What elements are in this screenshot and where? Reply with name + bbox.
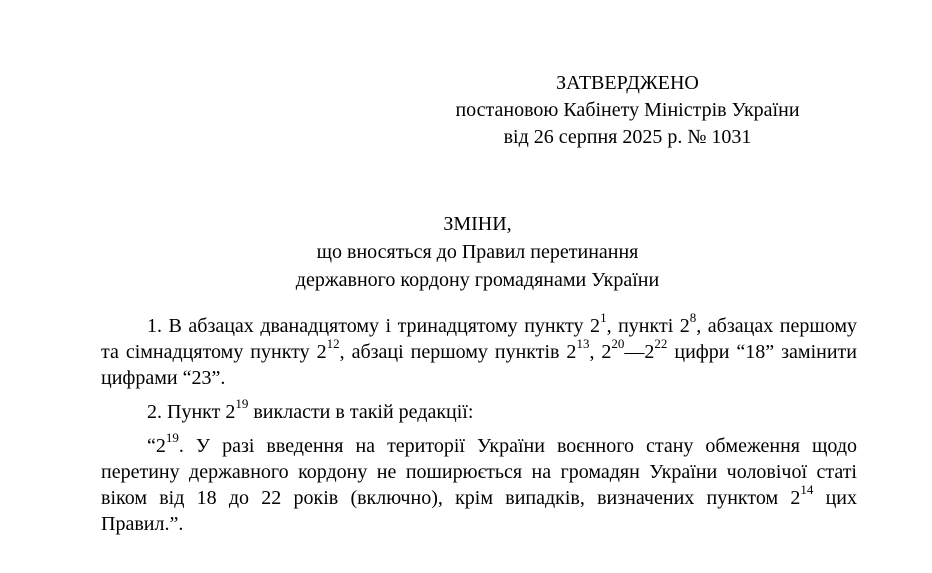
- paragraph-2: [101, 396, 857, 425]
- superscript: 20: [611, 336, 625, 352]
- changes-title-block: [100, 210, 855, 294]
- paragraph-1-text: —2: [624, 341, 655, 363]
- paragraph-3-text: “2: [147, 435, 166, 457]
- paragraph-1-text: 1. В абзацах дванадцятому і тринадцятому пункту 2: [147, 315, 601, 337]
- document-body: [101, 310, 857, 537]
- superscript: 14: [800, 482, 814, 498]
- paragraph-1-text: , абзаці першому пунктів 2: [339, 341, 577, 363]
- superscript: 19: [235, 396, 249, 412]
- approval-block: [400, 70, 855, 151]
- approval-issuer: постановою Кабінету Міністрів України: [455, 99, 800, 121]
- changes-title: ЗМІНИ,: [443, 213, 512, 235]
- changes-subtitle-line-2: державного кордону громадянами України: [295, 269, 660, 291]
- paragraph-2-text: 2. Пункт 2: [147, 401, 236, 423]
- paragraph-1-text: , абзацах першому та сімнадцятому пункту 2: [101, 315, 857, 363]
- paragraph-2-text: викласти в такій редакції:: [248, 401, 474, 423]
- paragraph-3: [101, 430, 857, 537]
- superscript: 8: [689, 310, 697, 326]
- superscript: 22: [654, 336, 668, 352]
- changes-subtitle-line-1: що вносяться до Правил перетинання: [316, 241, 639, 263]
- paragraph-1: [101, 310, 857, 391]
- paragraph-3-text: цих Правил.”.: [101, 487, 857, 535]
- paragraph-1-text: , 2: [589, 341, 612, 363]
- superscript: 12: [326, 336, 340, 352]
- paragraph-3-text: . У разі введення на території України воєнного стану обмеження щодо перетину державного кордону не поширюється на громадян України чоловічої статі віком від 18 до 22 років (включно), крім випадків, визначених пунктом 2: [101, 435, 857, 509]
- paragraph-1-text: , пункті 2: [606, 315, 690, 337]
- superscript: 19: [165, 430, 179, 446]
- superscript: 13: [576, 336, 590, 352]
- approval-date-number: від 26 серпня 2025 р. № 1031: [503, 126, 752, 148]
- superscript: 1: [600, 310, 607, 326]
- approval-heading: ЗАТВЕРДЖЕНО: [556, 72, 699, 94]
- paragraph-1-text: цифри “18” замінити цифрами “23”.: [101, 341, 857, 389]
